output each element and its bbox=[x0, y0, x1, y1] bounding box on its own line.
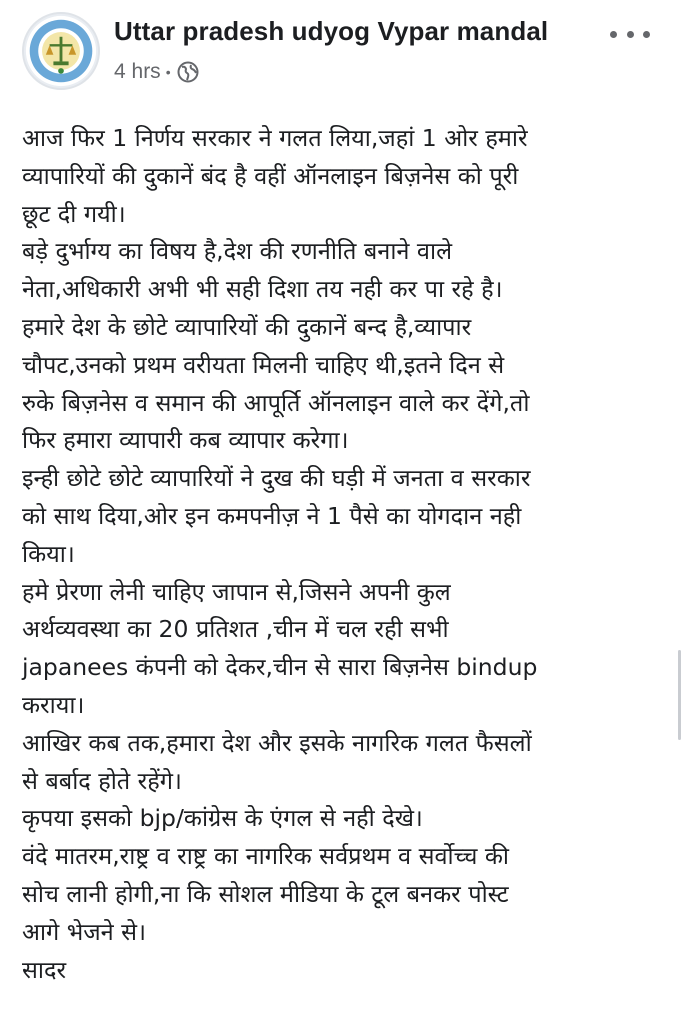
post-text-line: आज फिर 1 निर्णय सरकार ने गलत लिया,जहां 1 ओर हमारे bbox=[22, 124, 528, 152]
post-text-line: हमे प्रेरणा लेनी चाहिए जापान से,जिसने अपनी कुल bbox=[22, 577, 451, 606]
post-text-line: रुके बिज़नेस व समान की आपूर्ति ऑनलाइन वाले कर देंगे,तो bbox=[22, 388, 530, 417]
post-text-line: कृपया इसको bjp/कांग्रेस के एंगल से नही देखे। bbox=[22, 804, 423, 833]
page-avatar[interactable] bbox=[22, 12, 100, 90]
post-text-line: सोच लानी होगी,ना कि सोशल मीडिया के टूल बनकर पोस्ट bbox=[22, 879, 509, 908]
post-text-line: अर्थव्यवस्था का 20 प्रतिशत ,चीन में चल रही सभी bbox=[22, 615, 449, 644]
meta-separator: • bbox=[165, 64, 171, 80]
post-text-line: फिर हमारा व्यापारी कब व्यापार करेगा। bbox=[22, 426, 349, 455]
post-text-line: वंदे मातरम,राष्ट्र व राष्ट्र का नागरिक सर्वप्रथम व सर्वोच्च की bbox=[22, 842, 510, 871]
post-text-line: से बर्बाद होते रहेंगे। bbox=[22, 766, 182, 795]
post-text-line: छूट दी गयी। bbox=[22, 199, 126, 228]
more-dot bbox=[643, 31, 650, 38]
post-text-line: नेता,अधिकारी अभी भी सही दिशा तय नही कर पा रहे है। bbox=[22, 275, 503, 304]
post-text-line: आगे भेजने से। bbox=[22, 917, 146, 946]
more-dot bbox=[627, 31, 634, 38]
page-name-link[interactable]: Uttar pradesh udyog Vypar mandal bbox=[114, 16, 549, 46]
post-text-line: किया। bbox=[22, 539, 75, 568]
post-text-line: बड़े दुर्भाग्य का विषय है,देश की रणनीति बनाने वाले bbox=[22, 237, 452, 266]
post-text-line: को साथ दिया,ओर इन कमपनीज़ ने 1 पैसे का योगदान नही bbox=[22, 501, 522, 530]
post-timestamp[interactable]: 4 hrs bbox=[114, 60, 161, 83]
post-text-line: कराया। bbox=[22, 690, 85, 719]
post-text-line: japanees कंपनी को देकर,चीन से सारा बिज़नेस bindup bbox=[22, 653, 538, 682]
post-text-line: चौपट,उनको प्रथम वरीयता मिलनी चाहिए थी,इतने दिन से bbox=[22, 350, 505, 379]
post-text-line: हमारे देश के छोटे व्यापारियों की दुकानें बन्द है,व्यापार bbox=[22, 312, 472, 341]
post-text-line: इन्ही छोटे छोटे व्यापारियों ने दुख की घड़ी में जनता व सरकार bbox=[22, 464, 531, 493]
post-header bbox=[0, 0, 681, 110]
post-meta bbox=[114, 60, 199, 84]
more-horizontal-icon bbox=[610, 31, 617, 38]
more-options-button[interactable] bbox=[610, 22, 650, 46]
globe-icon[interactable] bbox=[177, 61, 199, 83]
post-text bbox=[22, 120, 662, 989]
post-text-line: व्यापारियों की दुकानें बंद है वहीं ऑनलाइन बिज़नेस को पूरी bbox=[22, 161, 519, 190]
post-text-line: आखिर कब तक,हमारा देश और इसके नागरिक गलत फैसलों bbox=[22, 728, 532, 757]
post-text-line: सादर bbox=[22, 955, 67, 984]
organization-seal-icon bbox=[24, 14, 98, 88]
